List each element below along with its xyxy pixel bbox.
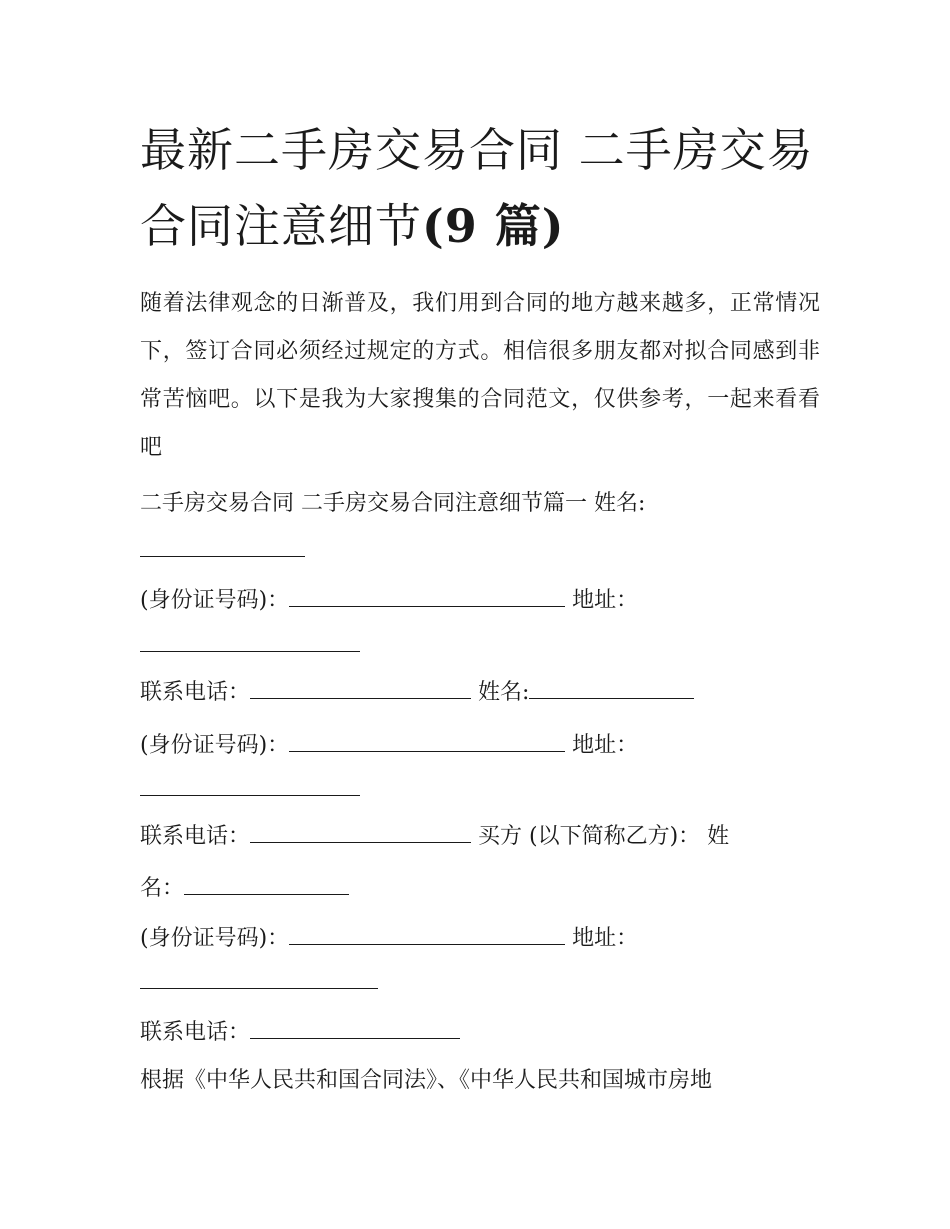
intro-paragraph: 随着法律观念的日渐普及，我们用到合同的地方越来越多，正常情况下，签订合同必须经过规定的方式。相信很多朋友都对拟合同感到非常苦恼吧。以下是我为大家搜集的合同范文，仅供参考，一起来看看吧 [140, 291, 820, 460]
seller1-address-blank-line [140, 629, 830, 661]
name-tail-label: 名： [140, 876, 185, 901]
buyer-phone-line [140, 1016, 830, 1048]
buyer-label: 买方 (以下简称乙方)： 姓 [478, 824, 730, 849]
section-heading: 二手房交易合同 二手房交易合同注意细节篇一 姓名: [140, 491, 646, 516]
id-label: (身份证号码)： [140, 926, 290, 951]
seller1-phone-line [140, 676, 830, 708]
closing-line: 根据《中华人民共和国合同法》、《中华人民共和国城市房地 [140, 1068, 713, 1093]
buyer-phone-blank[interactable] [250, 1016, 460, 1039]
id-label: (身份证号码)： [140, 588, 290, 613]
phone-label: 联系电话： [140, 1020, 251, 1045]
name-label: 姓名: [478, 680, 530, 705]
phone-label: 联系电话： [140, 680, 251, 705]
seller1-id-blank[interactable] [289, 584, 565, 607]
document-title [140, 112, 820, 264]
id-label: (身份证号码)： [140, 733, 290, 758]
seller2-phone-blank[interactable] [250, 820, 471, 843]
title-text: 最新二手房交易合同 二手房交易合同注意细节 [140, 123, 814, 253]
buyer-address-blank-line [140, 966, 830, 998]
seller1-address-blank[interactable] [140, 629, 360, 652]
seller2-address-blank[interactable] [140, 773, 360, 796]
buyer-id-blank[interactable] [289, 922, 565, 945]
seller2-address-blank-line [140, 773, 830, 805]
seller2-phone-line [140, 820, 830, 852]
seller1-name-blank[interactable] [140, 534, 305, 557]
phone-label: 联系电话： [140, 824, 251, 849]
buyer-name-blank[interactable] [184, 872, 349, 895]
buyer-address-blank[interactable] [140, 966, 378, 989]
address-label: 地址： [572, 588, 639, 613]
seller1-name-blank-line [140, 534, 830, 566]
seller1-id-line [140, 584, 830, 616]
seller2-id-blank[interactable] [289, 729, 565, 752]
seller2-id-line [140, 729, 830, 761]
title-count: (9 篇) [422, 199, 565, 253]
seller1-phone-blank[interactable] [250, 676, 471, 699]
buyer-id-line [140, 922, 830, 954]
address-label: 地址： [572, 733, 639, 758]
buyer-name-line [140, 872, 830, 904]
seller2-name-blank[interactable] [529, 676, 694, 699]
address-label: 地址： [572, 926, 639, 951]
